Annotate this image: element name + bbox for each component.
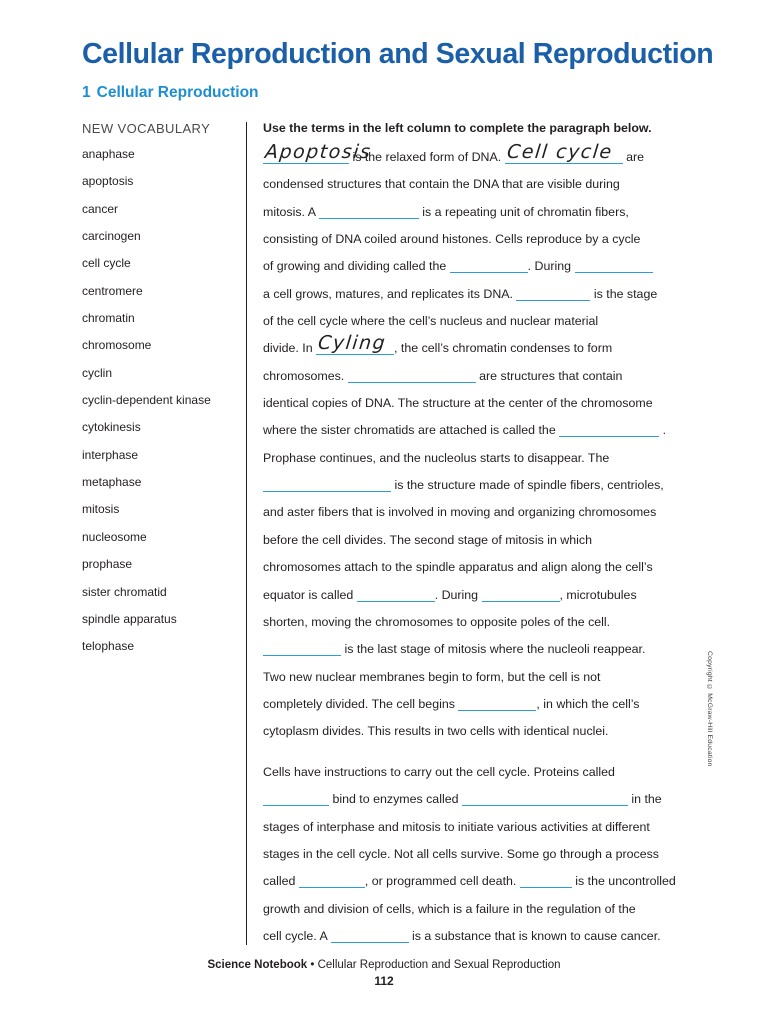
paragraph-text: before the cell divides. The second stage of mitosis in which xyxy=(263,532,592,547)
paragraph-line xyxy=(263,417,713,444)
paragraph-line xyxy=(263,445,713,472)
paragraph-line xyxy=(263,499,713,526)
paragraph-text: . During xyxy=(434,587,482,602)
paragraph-text: divide. In xyxy=(263,341,317,356)
paragraph-text: and aster fibers that is involved in moving and organizing chromosomes xyxy=(263,505,657,520)
vocabulary-term: prophase xyxy=(82,557,133,572)
vocabulary-term: interphase xyxy=(82,447,139,462)
vocabulary-term: nucleosome xyxy=(82,529,147,544)
paragraph-line xyxy=(263,841,713,868)
paragraph-2 xyxy=(263,759,713,950)
page-title: Cellular Reproduction and Sexual Reproduction xyxy=(82,38,714,70)
paragraph-text: , the cell’s chromatin condenses to form xyxy=(394,341,613,356)
paragraph-line xyxy=(263,691,713,718)
paragraph-text: equator is called xyxy=(263,587,357,602)
paragraph-text: condensed structures that contain the DNA that are visible during xyxy=(263,177,620,192)
paragraph-line xyxy=(263,199,713,226)
vocabulary-term: cancer xyxy=(82,201,119,216)
paragraph-text: , or programmed cell death. xyxy=(364,874,520,889)
paragraph-text: chromosomes attach to the spindle apparatus and align along the cell’s xyxy=(263,560,653,575)
fill-in-blank[interactable] xyxy=(559,422,659,437)
paragraph-text: is the structure made of spindle fibers, centrioles, xyxy=(391,478,664,493)
paragraph-text: is the relaxed form of DNA. xyxy=(349,150,505,164)
paragraph-line xyxy=(263,786,713,813)
paragraph-line xyxy=(263,226,713,253)
paragraph-text: completely divided. The cell begins xyxy=(263,696,459,711)
fill-in-blank[interactable] xyxy=(263,641,341,656)
paragraph-text: chromosomes. xyxy=(263,368,348,383)
paragraph-line xyxy=(263,472,713,499)
paragraph-1 xyxy=(263,140,713,746)
paragraph-line xyxy=(263,664,713,691)
paragraph-line xyxy=(263,868,713,895)
fill-in-blank[interactable] xyxy=(458,696,536,711)
paragraph-text: are xyxy=(622,150,644,164)
vocabulary-term: telophase xyxy=(82,639,135,654)
section-title-text: Cellular Reproduction xyxy=(96,84,259,101)
paragraph-line xyxy=(263,718,713,745)
paragraph-text: shorten, moving the chromosomes to opposite poles of the cell. xyxy=(263,614,611,629)
vocabulary-term: chromosome xyxy=(82,338,152,353)
paragraph-text: in the xyxy=(627,792,662,807)
fill-in-blank[interactable] xyxy=(299,873,365,888)
column-divider xyxy=(246,122,247,945)
paragraph-text: Prophase continues, and the nucleolus starts to disappear. The xyxy=(263,450,610,465)
paragraph-line xyxy=(263,609,713,636)
vocabulary-term: cytokinesis xyxy=(82,420,141,435)
section-title xyxy=(82,84,259,102)
paragraph-line xyxy=(263,363,713,390)
paragraph-text: consisting of DNA coiled around histones. Cells reproduce by a cycle xyxy=(263,232,641,247)
vocabulary-term: sister chromatid xyxy=(82,584,167,599)
vocabulary-term: metaphase xyxy=(82,475,142,490)
paragraph-text: growth and division of cells, which is a failure in the regulation of the xyxy=(263,901,636,916)
vocabulary-term: carcinogen xyxy=(82,229,141,244)
paragraph-line xyxy=(263,896,713,923)
vocabulary-term: cell cycle xyxy=(82,256,131,271)
paragraph-text: stages of interphase and mitosis to initiate various activities at different xyxy=(263,819,650,834)
paragraph-text: identical copies of DNA. The structure at the center of the chromosome xyxy=(263,396,653,411)
paragraph-text: mitosis. A xyxy=(263,204,319,219)
fill-in-blank[interactable] xyxy=(482,587,560,602)
vocabulary-term: centromere xyxy=(82,283,143,298)
paragraph-text: cytoplasm divides. This results in two cells with identical nuclei. xyxy=(263,724,609,739)
vocabulary-term: apoptosis xyxy=(82,174,134,189)
fill-in-blank[interactable] xyxy=(575,258,653,273)
page-number: 112 xyxy=(374,974,394,988)
vocabulary-term: spindle apparatus xyxy=(82,611,177,626)
paragraph-text: Cells have instructions to carry out the cell cycle. Proteins called xyxy=(263,765,615,779)
paragraph-line xyxy=(263,253,713,280)
section-number: 1 xyxy=(82,84,91,101)
paragraph-text: , microtubules xyxy=(559,587,637,602)
paragraph-line xyxy=(263,171,713,198)
paragraph-line xyxy=(263,281,713,308)
fill-in-blank[interactable] xyxy=(520,873,572,888)
paragraph-text: cell cycle. A xyxy=(263,929,331,944)
paragraph-line xyxy=(263,527,713,554)
handwritten-answer: Apoptosis xyxy=(263,140,373,163)
paragraph-line xyxy=(263,923,713,950)
handwritten-answer: Cell cycle xyxy=(505,140,614,163)
paragraph-line xyxy=(263,636,713,663)
footer-chapter: Cellular Reproduction and Sexual Reproduction xyxy=(317,959,561,971)
paragraph-text: , in which the cell’s xyxy=(536,696,640,711)
copyright-notice: Copyright © McGraw-Hill Education xyxy=(706,651,713,767)
paragraph-text: is a repeating unit of chromatin fibers, xyxy=(418,204,629,219)
paragraph-line xyxy=(263,140,713,171)
fill-in-blank[interactable] xyxy=(263,140,373,164)
fill-in-blank[interactable] xyxy=(462,791,628,806)
footer xyxy=(0,959,768,971)
fill-in-blank[interactable] xyxy=(263,791,329,806)
vocabulary-list xyxy=(82,141,211,661)
fill-in-blank[interactable] xyxy=(331,928,409,943)
paragraph-line xyxy=(263,814,713,841)
paragraph-text: where the sister chromatids are attached is called the xyxy=(263,423,560,438)
fill-in-blank[interactable] xyxy=(263,477,391,492)
paragraph-line xyxy=(263,390,713,417)
paragraph-text: . During xyxy=(527,259,575,274)
vocabulary-term: anaphase xyxy=(82,147,135,161)
paragraph-text: of the cell cycle where the cell’s nucleus and nuclear material xyxy=(263,314,599,329)
paragraph-text: a cell grows, matures, and replicates its DNA. xyxy=(263,286,517,301)
paragraph-text: of growing and dividing called the xyxy=(263,259,450,274)
paragraph-text: called xyxy=(263,874,299,889)
instructions: Use the terms in the left column to complete the paragraph below. xyxy=(263,121,652,135)
fill-in-blank[interactable] xyxy=(505,140,623,164)
paragraph-text: is the stage xyxy=(590,286,658,301)
paragraph-line xyxy=(263,554,713,581)
fill-in-blank[interactable] xyxy=(319,204,419,219)
footer-separator: • xyxy=(307,959,318,971)
fill-in-blank[interactable] xyxy=(348,368,476,383)
fill-in-blank[interactable] xyxy=(316,332,394,355)
paragraph-text: stages in the cell cycle. Not all cells survive. Some go through a process xyxy=(263,847,659,862)
paragraph-line xyxy=(263,332,713,362)
fill-in-blank[interactable] xyxy=(357,587,435,602)
handwritten-answer: Cyling xyxy=(316,332,388,355)
paragraph-line xyxy=(263,759,713,786)
paragraph-text: is a substance that is known to cause cancer. xyxy=(408,929,661,944)
paragraph-text: bind to enzymes called xyxy=(329,792,462,807)
fill-in-blank[interactable] xyxy=(450,258,528,273)
vocabulary-term: cyclin xyxy=(82,365,113,380)
paragraph-text: Two new nuclear membranes begin to form, but the cell is not xyxy=(263,669,601,684)
footer-book: Science Notebook xyxy=(207,959,308,971)
paragraph-text: are structures that contain xyxy=(475,368,623,383)
vocabulary-term: cyclin-dependent kinase xyxy=(82,393,211,408)
paragraph-text: . xyxy=(659,423,667,438)
fill-in-blank[interactable] xyxy=(516,286,590,301)
vocabulary-term: mitosis xyxy=(82,502,120,517)
paragraph-line xyxy=(263,582,713,609)
vocabulary-term: chromatin xyxy=(82,311,135,326)
paragraph-text: is the uncontrolled xyxy=(571,874,676,889)
paragraph-text: is the last stage of mitosis where the nucleoli reappear. xyxy=(341,642,646,657)
vocabulary-heading: NEW VOCABULARY xyxy=(82,121,211,136)
